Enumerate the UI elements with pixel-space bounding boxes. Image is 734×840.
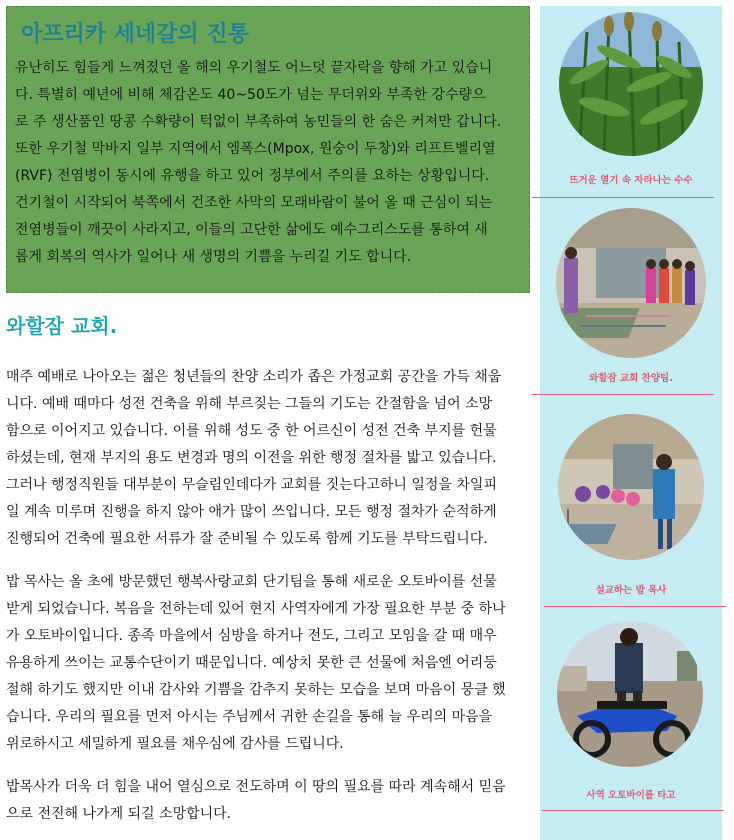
photo-worship-team xyxy=(556,208,706,358)
intro-text: 유난히도 힘들게 느껴졌던 올 해의 우기철도 어느덧 끝자락을 향해 가고 있습니 다. 특별히 예년에 비해 체감온도 40~50도가 넘는 무더위와 부족한 강수량으 로 주 생산품인 땅콩 수확량이 턱없이 부족하여 농민들의 한 숨은 커져만 갑니다. 또한 우기철 막바지 일부 지역에서 엠폭스(Mpox, 원숭이 두창)와 리프트벨리열 (RVF) 전염병이 동시에 유행을 하고 있어 정부에서 주의를 요하는 상황입니다. 건기철이 시작되어 북쪽에서 건조한 사막의 모래바람이 불어 올 때 근심이 되는 전염병들이 깨끗이 사라지고, 이들의 고단한 삶에도 예수그리스도를 통하여 새 롭게 회복의 역사가 일어나 새 생명의 기쁨을 누리길 기도 합니다. xyxy=(15,60,502,265)
caption-1: 뜨거운 열기 속 자라나는 수수 xyxy=(569,175,693,186)
caption-3: 설교하는 밥 목사 xyxy=(595,585,667,596)
photo-pastor-preaching xyxy=(558,414,704,560)
caption-4: 사역 오토바이를 타고 xyxy=(586,790,676,801)
intro-box xyxy=(6,6,530,293)
paragraph-3: 밥목사가 더욱 더 힘을 내어 열심으로 전도하며 이 땅의 필요를 따라 계속해서 믿음 으로 전진해 나가게 되길 소망합니다. xyxy=(6,779,506,822)
caption-2: 와할잠 교회 찬양팀. xyxy=(589,373,673,384)
section-title: 와할잠 교회. xyxy=(6,314,118,338)
caption-1-rule xyxy=(532,197,714,198)
paragraph-2: 밥 목사는 올 초에 방문했던 행복사랑교회 단기팀을 통해 새로운 오토바이를 선물 받게 되었습니다. 복음을 전하는데 있어 현지 사역자에게 가장 필요한 부분 중 하나 가 오토바이입니다. 종족 마을에서 심방을 하거나 전도, 그리고 모임을 갈 때 매우 유용하게 쓰이는 교통수단이기 때문입니다. 예상치 못한 큰 선물에 처음엔 어리둥 절해 하기도 했지만 이내 감사와 기쁨을 감추지 못하는 모습을 보며 마음이 뭉클 했 습니다. 우리의 필요를 먼저 아시는 주님께서 귀한 손길을 통해 늘 우리의 마음을 위로하시고 세밀하게 필요를 채우심에 감사를 드립니다. xyxy=(6,574,506,752)
photo-sorghum-field xyxy=(559,12,703,156)
caption-2-rule xyxy=(532,394,714,395)
caption-4-rule xyxy=(542,810,724,811)
caption-3-rule xyxy=(544,606,726,607)
intro-title: 아프리카 세네갈의 진통 xyxy=(21,22,249,47)
paragraph-1: 매주 예배로 나아오는 젊은 청년들의 찬양 소리가 좁은 가정교회 공간을 가득 채웁 니다. 예배 때마다 성전 건축을 위해 부르짖는 그들의 기도는 간절함을 넘어 소망 함으로 이어지고 있습니다. 이를 위해 성도 중 한 어르신이 성전 건축 부지를 헌물 하셨는데, 현재 부지의 용도 변경과 명의 이전을 위한 행정 절차를 밟고 있습니다. 그러나 행정직원들 대부분이 무슬림인데다가 교회를 짓는다고하니 일정을 차일피 일 계속 미루며 진행을 하지 않아 애가 많이 쓰입니다. 모든 행정 절차가 순적하게 진행되어 건축에 필요한 서류가 잘 준비될 수 있도록 함께 기도를 부탁드립니다. xyxy=(6,369,502,547)
photo-motorbike xyxy=(557,621,703,767)
